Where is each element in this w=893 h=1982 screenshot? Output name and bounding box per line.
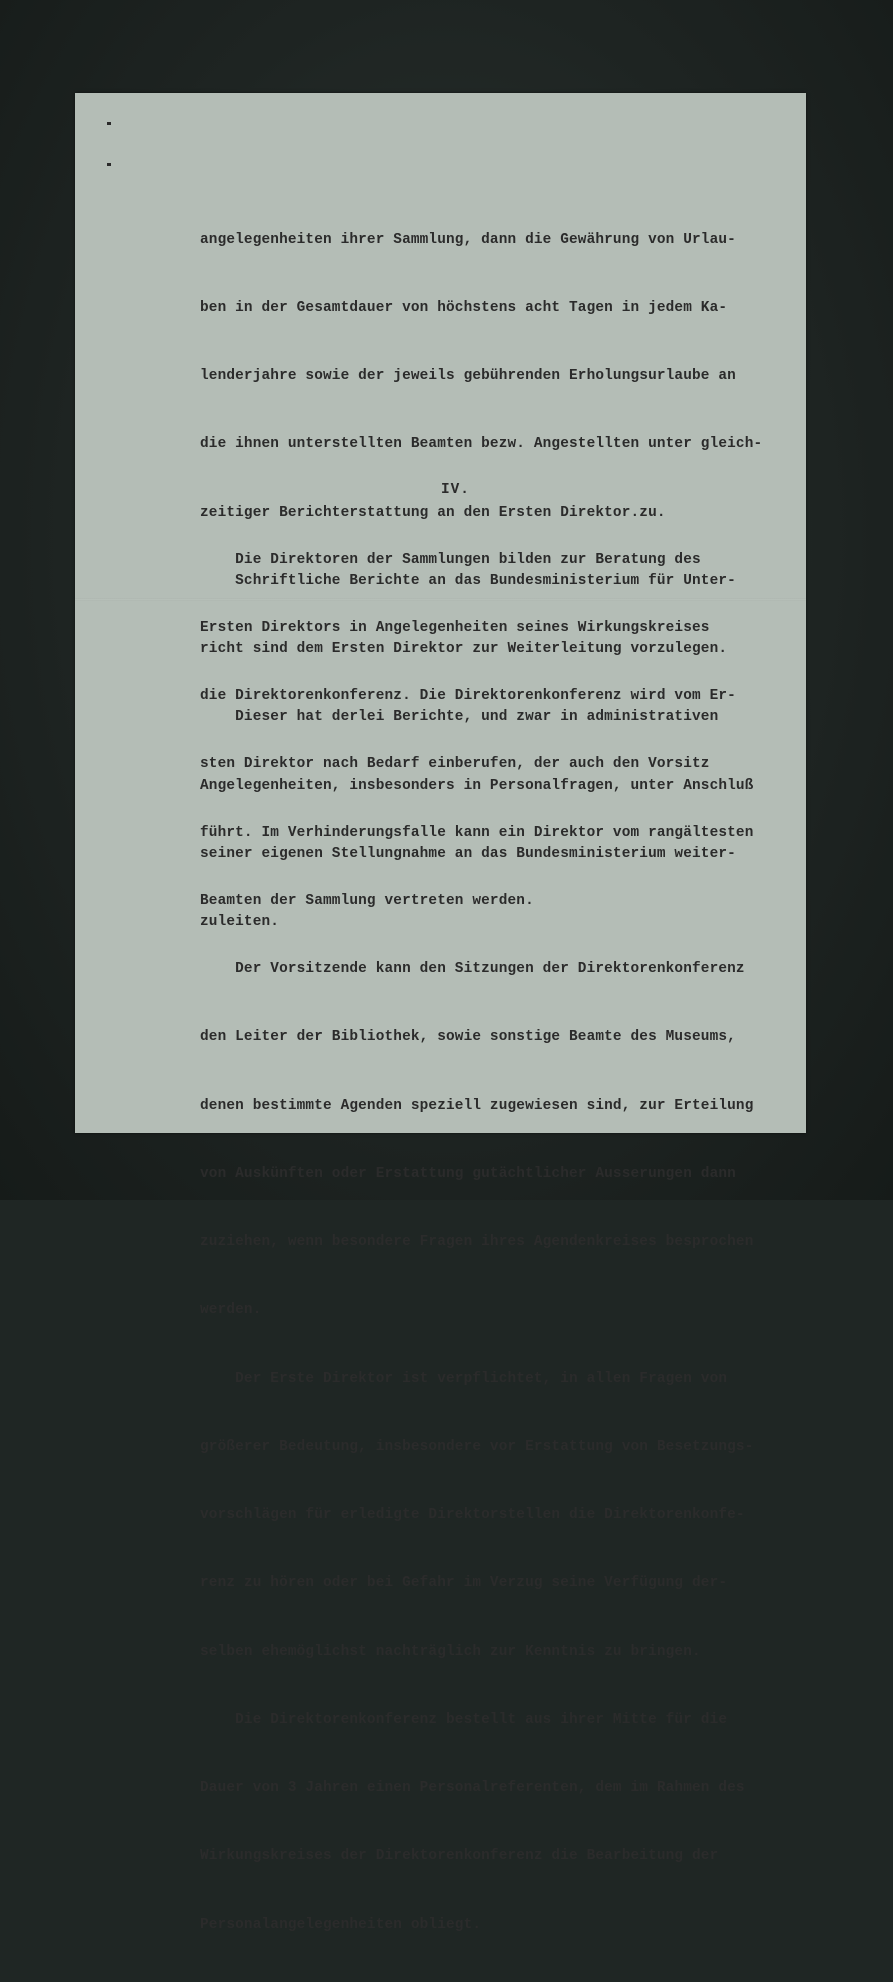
text-line: denen bestimmte Agenden speziell zugewiesen sind, zur Erteilung bbox=[200, 1097, 754, 1114]
punch-mark bbox=[107, 122, 111, 125]
text-line: die ihnen unterstellten Beamten bezw. Angestellten unter gleich- bbox=[200, 436, 763, 453]
text-line: Wirkungskreises der Direktorenkonferenz die Bearbeitung der bbox=[200, 1848, 719, 1865]
section-text-iv bbox=[200, 503, 800, 1982]
text-line: Schriftliche Berichte an das Bundesministerium für Unter- bbox=[200, 572, 736, 589]
text-line: größerer Bedeutung, insbesondere vor Erstattung von Besetzungs- bbox=[200, 1438, 754, 1455]
text-line: ben in der Gesamtdauer von höchstens acht Tagen in jedem Ka- bbox=[200, 299, 728, 316]
text-line: die Direktorenkonferenz. Die Direktorenkonferenz wird vom Er- bbox=[200, 688, 736, 704]
text-line: Personalangelegenheiten obliegt. bbox=[200, 1916, 482, 1933]
text-line: von Auskünften oder Erstattung gutächtlicher Ausserungen dann bbox=[200, 1165, 736, 1182]
text-line: zuziehen, wenn besondere Fragen ihres Agendenkreises besprochen bbox=[200, 1234, 754, 1250]
section-heading: IV. bbox=[441, 482, 470, 498]
text-line: Der Vorsitzende kann den Sitzungen der Direktorenkonferenz bbox=[200, 961, 745, 977]
text-line: renz zu hören oder bei Gefahr im Verzug seine Verfügung der- bbox=[200, 1575, 728, 1592]
text-line: vorschlägen für erledigte Direktorstellen die Direktorenkonfe- bbox=[200, 1507, 745, 1523]
punch-mark bbox=[107, 163, 111, 166]
text-line: den Leiter der Bibliothek, sowie sonstige Beamte des Museums, bbox=[200, 1029, 736, 1046]
text-line: zeitiger Berichterstattung an den Ersten Direktor.zu. bbox=[200, 504, 666, 521]
text-line: lenderjahre sowie der jeweils gebührenden Erholungsurlaube an bbox=[200, 368, 736, 384]
text-line: seiner eigenen Stellungnahme an das Bundesministerium weiter- bbox=[200, 845, 736, 862]
text-line: Beamten der Sammlung vertreten werden. bbox=[200, 892, 534, 909]
text-line: angelegenheiten ihrer Sammlung, dann die Gewährung von Urlau- bbox=[200, 231, 736, 248]
text-line: Der Erste Direktor ist verpflichtet, in allen Fragen von bbox=[200, 1370, 728, 1387]
text-line: Ersten Direktors in Angelegenheiten seines Wirkungskreises bbox=[200, 619, 710, 636]
text-line: Dieser hat derlei Berichte, und zwar in administrativen bbox=[200, 709, 719, 726]
text-line: Die Direktorenkonferenz bestellt aus ihrer Mitte für die bbox=[200, 1711, 728, 1728]
text-line: werden. bbox=[200, 1302, 262, 1319]
text-line: führt. Im Verhinderungsfalle kann ein Direktor vom rangältesten bbox=[200, 824, 754, 841]
document-page bbox=[75, 93, 806, 1933]
text-line: Die Direktoren der Sammlungen bilden zur Beratung des bbox=[200, 551, 701, 568]
text-line: richt sind dem Ersten Direktor zur Weiterleitung vorzulegen. bbox=[200, 641, 728, 657]
text-line: zuleiten. bbox=[200, 914, 280, 930]
text-line: Dauer von 3 Jahren einen Personalreferenten, dem im Rahmen des bbox=[200, 1780, 745, 1796]
text-line: Angelegenheiten, insbesonders in Personalfragen, unter Anschluß bbox=[200, 777, 754, 794]
text-line: selben ehemöglichst nachträglich zur Kenntnis zu bringen. bbox=[200, 1643, 701, 1660]
text-line: sten Direktor nach Bedarf einberufen, der auch den Vorsitz bbox=[200, 756, 710, 773]
